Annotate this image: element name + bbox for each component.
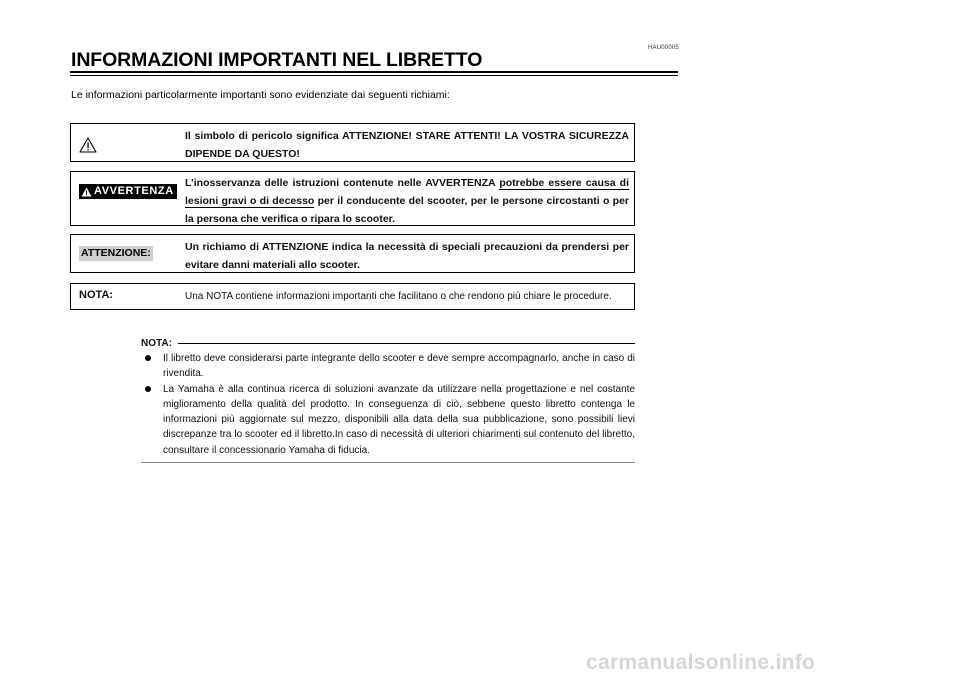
danger-symbol-box [70,123,635,162]
intro-text: Le informazioni particolarmente importanti sono evidenziate dai seguenti richiami: [71,89,450,101]
note-label: NOTA: [79,289,114,301]
nota-section-rule [178,343,635,344]
nota-section [141,338,635,463]
warning-text-underlined: potrebbe essere causa di lesioni gravi o di decesso [185,177,629,207]
list-item-text: La Yamaha è alla continua ricerca di soluzioni avanzate da utilizzare nella progettazione e nel costante miglioramento della qualità del prodotto. In conseguenza di ciò, sebbene questo libretto contenga le informazioni più aggiornate sul mezzo, disponibili alla data della sua pubblicazione, sono possibili lievi discrepanze tra lo scooter ed il libretto.In caso di necessità di ulteriori chiarimenti sul contenuto del libretto, consultare il concessionario Yamaha di fiducia. [163,383,635,456]
caution-label: ATTENZIONE: [81,247,151,259]
list-item [141,382,635,458]
caution-text: Un richiamo di ATTENZIONE indica la necessità di speciali precauzioni da prendersi per evitare danni materiali allo scooter. [185,241,629,271]
document-code: HAU00005 [648,45,679,51]
nota-bullet-list [141,351,635,458]
list-item [141,351,635,382]
page-title: INFORMAZIONI IMPORTANTI NEL LIBRETTO [71,49,483,71]
bullet-dot-icon [145,386,151,392]
nota-section-header [141,338,635,349]
title-rule-thick [70,71,678,73]
list-item-text: Il libretto deve considerarsi parte integrante dello scooter e deve sempre accompagnarlo, anche in caso di rivendita. [163,353,635,380]
title-rule-thin [70,75,678,76]
caution-box [70,234,635,273]
nota-section-label: NOTA: [141,338,172,349]
bullet-dot-icon [145,355,151,361]
warning-triangle-icon [81,187,92,197]
warning-box [70,171,635,226]
note-box [70,283,635,310]
warning-text-part1: L’inosservanza delle istruzioni contenute nelle AVVERTENZA [185,177,500,189]
warning-text [185,174,629,228]
warning-triangle-icon [79,137,97,153]
warning-text-part2: per il conducente del scooter, per le persone circostanti o per la persona che verifica o ripara lo scooter. [185,195,630,225]
danger-symbol-text: Il simbolo di pericolo significa ATTENZIONE! STARE ATTENTI! LA VOSTRA SICUREZZA DIPENDE DA QUESTO! [185,130,629,160]
note-text: Una NOTA contiene informazioni importanti che facilitano o che rendono più chiare le procedure. [185,291,612,302]
nota-section-end-rule [141,462,635,463]
warning-label-text: AVVERTENZA [94,185,174,197]
warning-label [79,184,177,199]
watermark: carmanualsonline.info [586,651,816,674]
